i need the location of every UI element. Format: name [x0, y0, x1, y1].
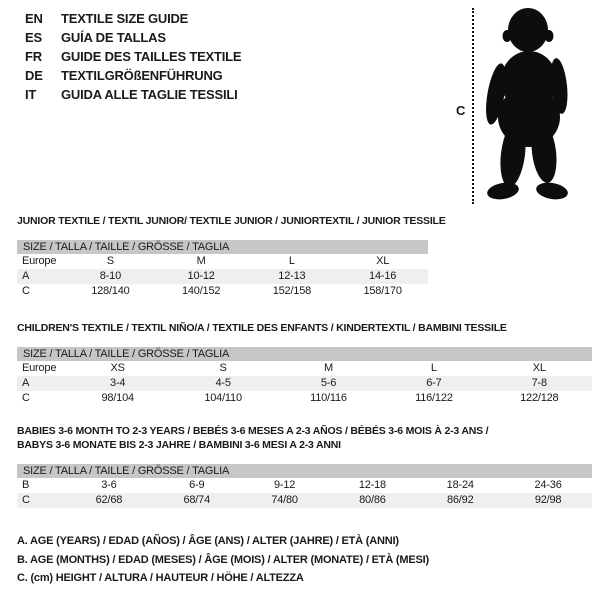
size-value-cell: 80/86 [359, 494, 386, 506]
height-dotted-line [472, 8, 474, 204]
size-value-cell: 6-7 [426, 377, 442, 389]
size-value-cell: XS [110, 362, 125, 374]
row-label-cell: Europe [22, 255, 57, 267]
size-value-cell: 104/110 [204, 392, 242, 404]
size-value-cell: 110/116 [310, 392, 347, 404]
table-row [17, 361, 592, 376]
size-value-cell: M [196, 255, 206, 267]
size-section-1 [17, 321, 592, 406]
size-value-cell: 18-24 [446, 479, 474, 491]
row-label-cell: A [22, 377, 30, 389]
section-title-line: CHILDREN'S TEXTILE / TEXTIL NIÑO/A / TEXTILE DES ENFANTS / KINDERTEXTIL / BAMBINI TESSILE [17, 322, 507, 334]
size-value-cell: 6-9 [189, 479, 205, 491]
size-value-cell: 3-4 [110, 377, 126, 389]
size-value-cell: 62/68 [95, 494, 123, 506]
language-row [25, 9, 241, 28]
size-value-cell: 128/140 [91, 285, 130, 297]
guide-title: GUIDE DES TAILLES TEXTILE [61, 49, 242, 64]
size-section-2 [17, 424, 592, 508]
size-table [17, 347, 592, 406]
language-code: EN [25, 11, 43, 26]
language-code: ES [25, 30, 42, 45]
language-code: FR [25, 49, 42, 64]
size-value-cell: 24-36 [534, 479, 562, 491]
language-row [25, 85, 241, 104]
size-table [17, 464, 592, 508]
row-label-cell: C [22, 392, 30, 404]
height-measure-label: C [456, 103, 466, 118]
size-value-cell: S [106, 255, 114, 267]
language-code: DE [25, 68, 43, 83]
size-value-cell: S [219, 362, 227, 374]
table-row [17, 254, 428, 269]
row-label-cell: B [22, 479, 30, 491]
table-row [17, 376, 592, 391]
size-value-cell: 116/122 [415, 392, 453, 404]
toddler-silhouette-icon [482, 2, 568, 204]
row-label-cell: A [22, 270, 30, 282]
measure-legend [17, 532, 429, 588]
table-row [17, 493, 592, 508]
section-title-line: BABIES 3-6 MONTH TO 2-3 YEARS / BEBÉS 3-6 MESES A 2-3 AÑOS / BÉBÉS 3-6 MOIS À 2-3 ANS / [17, 425, 489, 437]
guide-title: GUÍA DE TALLAS [61, 30, 166, 45]
language-code: IT [25, 87, 37, 102]
section-title-line: BABYS 3-6 MONATE BIS 2-3 JAHRE / BAMBINI 3-6 MESI A 2-3 ANNI [17, 439, 341, 451]
legend-line: C. (cm) HEIGHT / ALTURA / HAUTEUR / HÖHE / ALTEZZA [17, 572, 304, 585]
row-label-cell: C [22, 494, 30, 506]
legend-line: A. AGE (YEARS) / EDAD (AÑOS) / ÂGE (ANS) / ALTER (JAHRE) / ETÀ (ANNI) [17, 535, 399, 547]
size-table-header: SIZE / TALLA / TAILLE / GRÖSSE / TAGLIA [17, 464, 592, 478]
table-row [17, 478, 592, 493]
size-table [17, 240, 428, 299]
guide-title: TEXTILGRÖßENFÜHRUNG [61, 68, 223, 83]
section-title [17, 321, 592, 335]
section-title [17, 214, 446, 228]
size-value-cell: 98/104 [101, 392, 134, 404]
row-label-cell: C [22, 285, 30, 297]
size-value-cell: 92/98 [534, 494, 562, 506]
table-row [17, 284, 428, 299]
size-value-cell: M [324, 362, 333, 374]
size-value-cell: 12-13 [278, 270, 306, 282]
size-value-cell: XL [376, 255, 390, 267]
table-row [17, 269, 428, 284]
row-label-cell: Europe [22, 362, 57, 374]
size-value-cell: 5-6 [320, 377, 337, 389]
size-value-cell: 9-12 [273, 479, 296, 491]
size-value-cell: 12-18 [358, 479, 386, 491]
size-value-cell: XL [532, 362, 546, 374]
language-row [25, 47, 241, 66]
guide-title: GUIDA ALLE TAGLIE TESSILI [61, 87, 238, 102]
size-value-cell: 4-5 [215, 377, 231, 389]
size-table-header: SIZE / TALLA / TAILLE / GRÖSSE / TAGLIA [17, 347, 592, 361]
size-value-cell: 152/158 [272, 285, 312, 297]
size-value-cell: 86/92 [446, 494, 474, 506]
language-row [25, 28, 241, 47]
language-title-list [25, 9, 241, 104]
size-value-cell: L [430, 362, 437, 374]
size-value-cell: 140/152 [181, 285, 221, 297]
section-title [17, 424, 592, 452]
size-value-cell: 3-6 [101, 479, 117, 491]
size-value-cell: 8-10 [99, 270, 121, 282]
size-value-cell: 74/80 [271, 494, 298, 506]
size-table-header: SIZE / TALLA / TAILLE / GRÖSSE / TAGLIA [17, 240, 428, 254]
language-row [25, 66, 241, 85]
section-title-line: JUNIOR TEXTILE / TEXTIL JUNIOR/ TEXTILE JUNIOR / JUNIORTEXTIL / JUNIOR TESSILE [17, 215, 446, 227]
size-value-cell: 68/74 [183, 494, 210, 506]
size-value-cell: 158/170 [363, 285, 402, 297]
size-value-cell: L [288, 255, 295, 267]
size-value-cell: 14-16 [369, 270, 397, 282]
size-value-cell: 7-8 [531, 377, 547, 389]
size-section-0 [17, 214, 446, 299]
table-row [17, 391, 592, 406]
guide-title: TEXTILE SIZE GUIDE [61, 11, 189, 26]
size-value-cell: 10-12 [187, 270, 215, 282]
size-value-cell: 122/128 [520, 392, 559, 404]
legend-line: B. AGE (MONTHS) / EDAD (MESES) / ÂGE (MOIS) / ALTER (MONATE) / ETÀ (MESI) [17, 553, 429, 566]
